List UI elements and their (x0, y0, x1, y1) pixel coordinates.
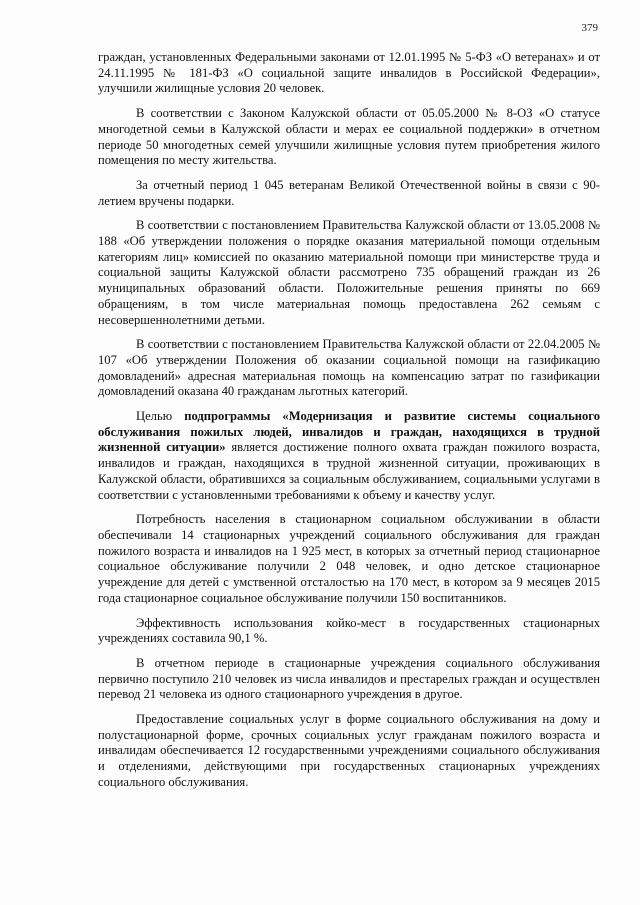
subprogram-rest-text: является достижение полного охвата граждан пожилого возраста, инвалидов и граждан, находящихся в трудной жизненной ситуации, проживающих в Калужской области, обратившихся за социальным обслуживанием, социальными услугами в соответствии с установленными требованиями к объему и качеству услуг. (98, 440, 600, 502)
paragraph-war-veterans-gifts: За отчетный период 1 045 ветеранам Великой Отечественной войны в связи с 90-летием вручены подарки. (98, 177, 600, 208)
page-number: 379 (581, 22, 598, 34)
paragraph-bed-efficiency: Эффективность использования койко-мест в государственных стационарных учреждениях составила 90,1 %. (98, 615, 600, 646)
paragraph-gasification-aid: В соответствии с постановлением Правительства Калужской области от 22.04.2005 № 107 «Об утверждении Положения об оказании социальной помощи на газификацию домовладений» адресная материальная помощь на компенсацию затрат по газификации домовладений оказана 40 гражданам льготных категорий. (98, 337, 600, 399)
paragraph-large-families: В соответствии с Законом Калужской области от 05.05.2000 № 8-ОЗ «О статусе многодетной семьи в Калужской области и мерах ее социальной поддержки» в отчетном периоде 50 многодетных семей улучшили жилищные условия путем приобретения жилого помещения по месту жительства. (98, 106, 600, 168)
paragraph-admissions: В отчетном периоде в стационарные учреждения социального обслуживания первично поступило 210 человек из числа инвалидов и престарелых граждан и осуществлен перевод 21 человека из одного стационарного учреждения в другое. (98, 655, 600, 702)
subprogram-title: подпрограммы «Модернизация и развитие системы социального обслуживания пожилых людей, инвалидов и граждан, находящихся в трудной жизненной ситуации» (98, 409, 600, 455)
paragraph-stationary-institutions: Потребность населения в стационарном социальном обслуживании в области обеспечивали 14 стационарных учреждений социального обслуживания для граждан пожилого возраста и инвалидов на 1 925 мест, в которых за отчетный период стационарное социальное обслуживание получили 2 048 человек, и одно детское стационарное учреждение для детей с умственной отсталостью на 170 мест, в котором за 9 месяцев 2015 года стационарное социальное обслуживание получили 150 воспитанников. (98, 512, 600, 605)
paragraph-veterans-housing: граждан, установленных Федеральными законами от 12.01.1995 № 5-ФЗ «О ветеранах» и от 24.11.1995 № 181-ФЗ «О социальной защите инвалидов в Российской Федерации», улучшили жилищные условия 20 человек. (98, 50, 600, 96)
subprogram-lead-text: Целью (136, 409, 185, 424)
paragraph-material-aid: В соответствии с постановлением Правительства Калужской области от 13.05.2008 № 188 «Об утверждении положения о порядке оказания материальной помощи отдельным категориям лиц» комиссией по оказанию материальной помощи при министерстве труда и социальной защиты Калужской области рассмотрено 735 обращений граждан из 26 муниципальных образований области. Положительные решения приняты по 669 обращениям, в том числе материальная помощь предоставлена 262 семьям с несовершеннолетними детьми. (98, 218, 600, 327)
paragraph-home-services: Предоставление социальных услуг в форме социального обслуживания на дому и полустационарной форме, срочных социальных услуг гражданам пожилого возраста и инвалидам обеспечивается 12 государственными учреждениями социального обслуживания и отделениями, действующими при государственных стационарных учреждениях социального обслуживания. (98, 712, 600, 789)
paragraph-subprogram-goal (98, 409, 600, 503)
document-body (98, 50, 600, 800)
